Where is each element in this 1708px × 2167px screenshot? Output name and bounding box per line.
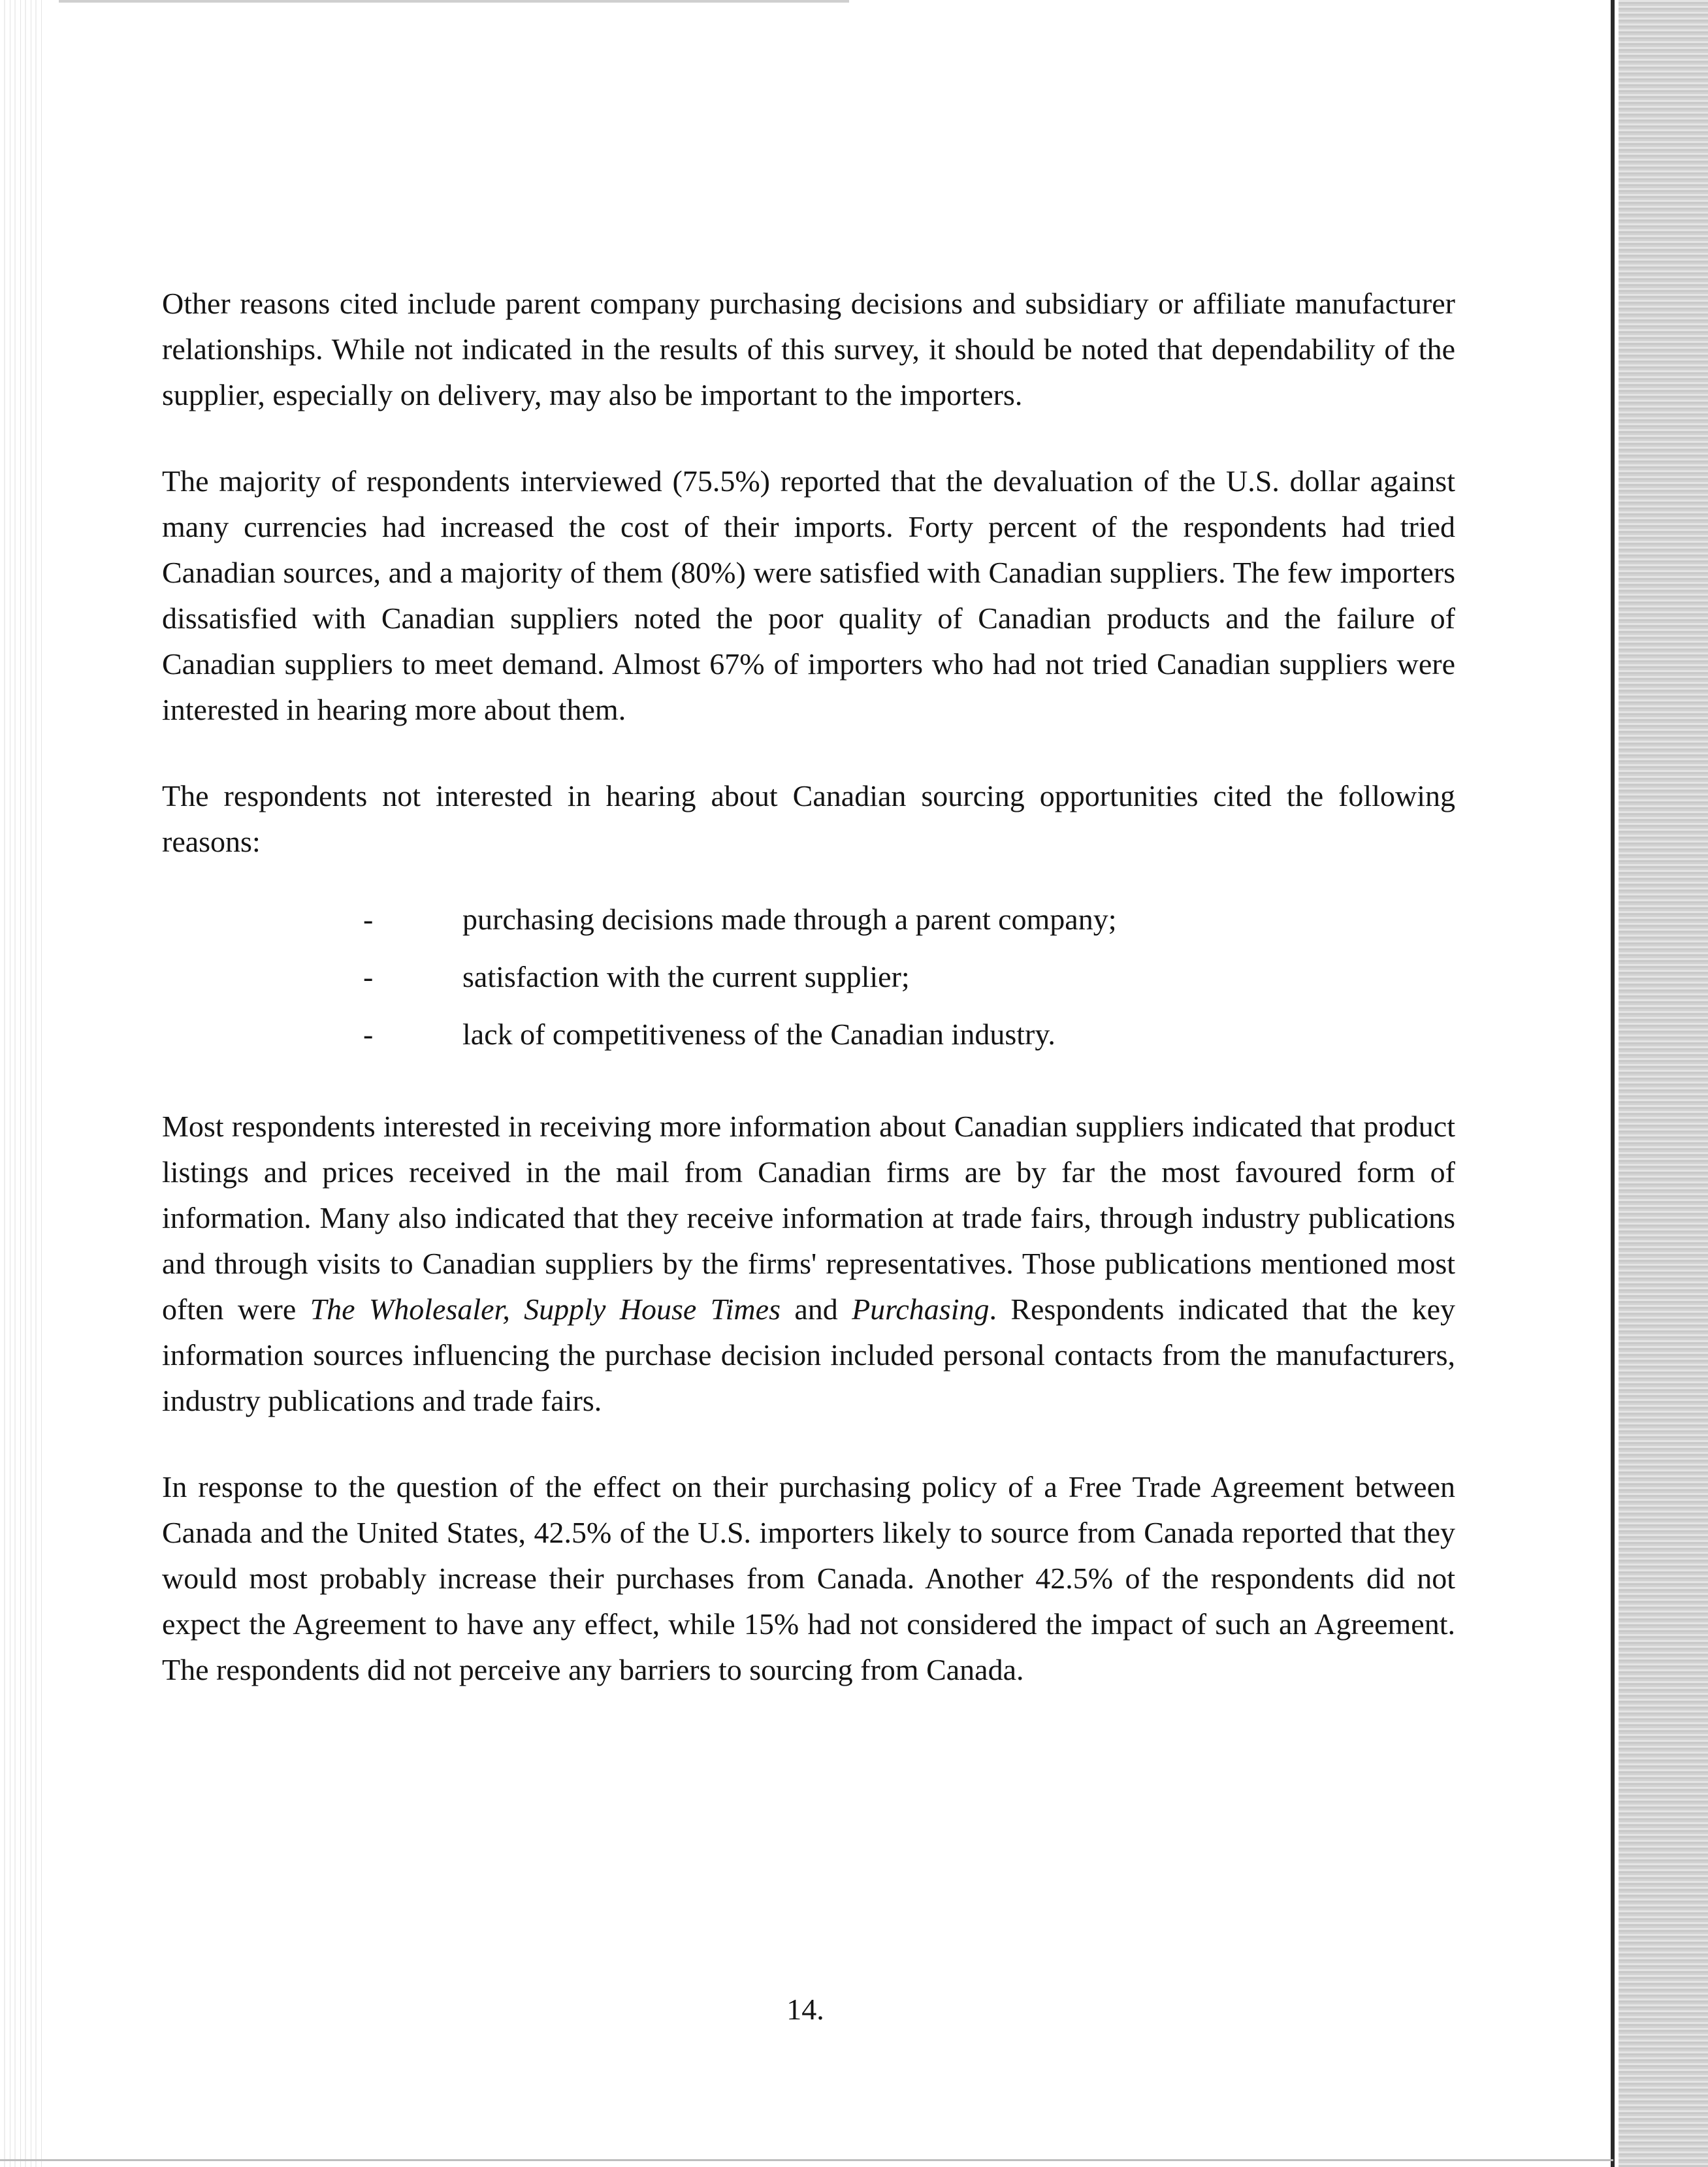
scan-bottom-line (0, 2159, 1613, 2161)
bullet-dash: - (363, 960, 374, 993)
list-item (162, 891, 1455, 948)
paragraph-not-interested: The respondents not interested in hearing about Canadian sourcing opportunities cited the following reasons: (162, 779, 1455, 858)
scan-top-line (59, 0, 849, 3)
publication-purchasing: Purchasing (852, 1292, 990, 1326)
list-item-text: purchasing decisions made through a parent company; (462, 903, 1117, 936)
list-item-text: lack of competitiveness of the Canadian industry. (462, 1018, 1055, 1051)
paragraph-information-sources (162, 1104, 1455, 1424)
list-item (162, 948, 1455, 1006)
page-number: 14. (786, 1993, 824, 2026)
para4-text-1: Most respondents interested in receiving more information about Canadian suppliers indicated that product listings and prices received in the mail from Canadian firms are by far the most favoured form of information. Many also indicated that they receive information at trade fairs, through industry publications and through visits to Canadian suppliers by the firms' representatives. Those publications mentioned most often were (162, 1110, 1455, 1326)
para4-text-2: . Respondents indicated that the key information sources influencing the purchase decision included personal contacts from the manufacturers, industry publications and trade fairs. (162, 1292, 1455, 1417)
reasons-list (162, 891, 1455, 1063)
list-item-text: satisfaction with the current supplier; (462, 960, 910, 993)
document-page (162, 281, 1455, 1733)
bullet-dash: - (363, 1018, 374, 1051)
para4-and: and (780, 1292, 852, 1326)
publication-titles: The Wholesaler, Supply House Times (310, 1292, 781, 1326)
paragraph-other-reasons: Other reasons cited include parent company purchasing decisions and subsidiary or affiliate manufacturer relationships. While not indicated in the results of this survey, it should be noted that dependability of the supplier, especially on delivery, may also be important to the importers. (162, 287, 1455, 411)
scan-left-edge (0, 0, 46, 2167)
paragraph-free-trade: In response to the question of the effect on their purchasing policy of a Free Trade Agreement between Canada and the United States, 42.5% of the U.S. importers likely to source from Canada reported that they would most probably increase their purchases from Canada. Another 42.5% of the respondents did not expect the Agreement to have any effect, while 15% had not considered the impact of such an Agreement. The respondents did not perceive any barriers to sourcing from Canada. (162, 1470, 1455, 1686)
scan-right-edge (1611, 0, 1708, 2167)
list-item (162, 1006, 1455, 1063)
paragraph-devaluation: The majority of respondents interviewed (75.5%) reported that the devaluation of the U.S. dollar against many currencies had increased the cost of their imports. Forty percent of the respondents had tried Canadian sources, and a majority of them (80%) were satisfied with Canadian suppliers. The few importers dissatisfied with Canadian suppliers noted the poor quality of Canadian products and the failure of Canadian suppliers to meet demand. Almost 67% of importers who had not tried Canadian suppliers were interested in hearing more about them. (162, 464, 1455, 726)
bullet-dash: - (363, 903, 374, 936)
